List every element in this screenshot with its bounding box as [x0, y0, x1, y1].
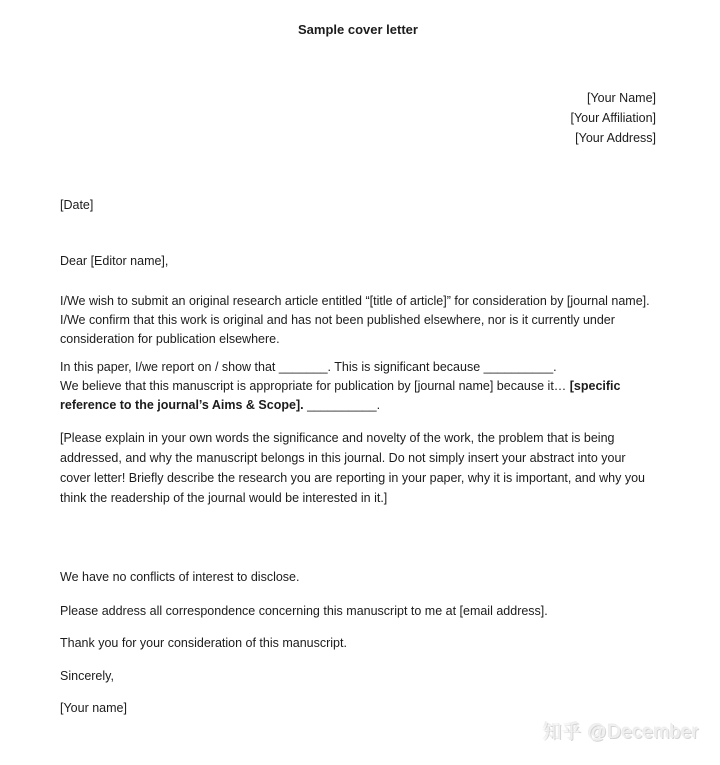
signature-placeholder: [Your name]	[60, 701, 127, 715]
significance-statement: In this paper, I/we report on / show that _______. This is significant because __________.	[60, 360, 557, 374]
fit-statement-start: We believe that this manuscript is appropriate for publication by [journal name] because it…	[60, 379, 570, 393]
cover-letter-page	[0, 22, 720, 765]
fit-statement-end: __________.	[303, 398, 381, 412]
letter-content	[0, 22, 720, 718]
submission-statement: I/We wish to submit an original research article entitled “[title of article]” for consideration by [journal name].	[60, 294, 650, 308]
aims-scope-reference: [specific reference to the journal’s Aims & Scope].	[60, 379, 621, 412]
sender-name: [Your Name]	[586, 91, 656, 105]
originality-statement: I/We confirm that this work is original and has not been published elsewhere, nor is it currently under consideration for publication elsewhere.	[60, 313, 615, 346]
paragraph-conflicts: We have no conflicts of interest to disclose.	[60, 570, 300, 584]
salutation-line: Dear [Editor name],	[60, 254, 169, 268]
zhihu-watermark: 知乎 @December	[542, 722, 699, 743]
paragraph-significance	[60, 358, 656, 415]
sender-address: [Your Address]	[575, 131, 656, 145]
sender-block	[60, 88, 656, 148]
paragraph-explain-instructions: [Please explain in your own words the significance and novelty of the work, the problem that is being addressed, and why the manuscript belongs in this journal. Do not simply insert your abstract into your cover letter! Briefly describe the research you are reporting in your paper, why it is important, and why you think the readership of the journal would be interested in it.]	[60, 431, 646, 505]
sender-affiliation: [Your Affiliation]	[570, 111, 656, 125]
date-line: [Date]	[60, 198, 94, 212]
document-title: Sample cover letter	[298, 22, 418, 37]
closing-line: Sincerely,	[60, 669, 114, 683]
paragraph-correspondence: Please address all correspondence concerning this manuscript to me at [email address].	[60, 604, 548, 618]
paragraph-thanks: Thank you for your consideration of this manuscript.	[60, 636, 347, 650]
paragraph-submission	[60, 292, 656, 349]
